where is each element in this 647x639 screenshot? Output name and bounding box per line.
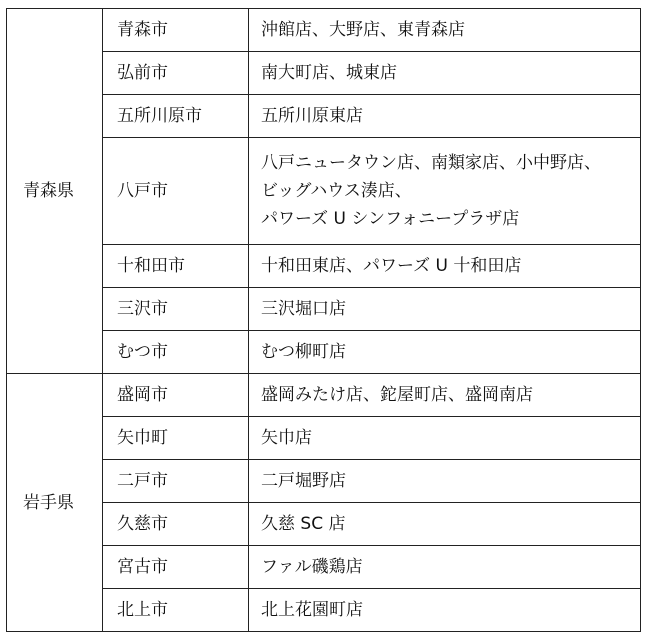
store-line: 矢巾店 bbox=[261, 428, 312, 448]
store-line: 南大町店、城東店 bbox=[261, 63, 397, 83]
stores-cell bbox=[249, 460, 641, 503]
table-row bbox=[7, 138, 641, 245]
table-row bbox=[7, 417, 641, 460]
prefecture-cell: 青森県 bbox=[7, 9, 103, 374]
store-line: 沖館店、大野店、東青森店 bbox=[261, 20, 465, 40]
prefecture-cell: 岩手県 bbox=[7, 374, 103, 632]
stores-cell bbox=[249, 9, 641, 52]
city-cell: 久慈市 bbox=[103, 503, 249, 546]
stores-cell bbox=[249, 503, 641, 546]
store-line: ビッグハウス湊店、 bbox=[261, 181, 412, 201]
city-cell: 北上市 bbox=[103, 589, 249, 632]
stores-cell bbox=[249, 288, 641, 331]
city-cell: 矢巾町 bbox=[103, 417, 249, 460]
store-line: 八戸ニュータウン店、南類家店、小中野店、 bbox=[261, 153, 601, 173]
store-line: 二戸堀野店 bbox=[261, 471, 346, 491]
store-line: 盛岡みたけ店、鉈屋町店、盛岡南店 bbox=[261, 385, 533, 405]
store-line: 三沢堀口店 bbox=[261, 299, 346, 319]
table-row bbox=[7, 331, 641, 374]
table-row bbox=[7, 9, 641, 52]
store-line: 五所川原東店 bbox=[261, 106, 363, 126]
store-line: 十和田東店、パワーズ U 十和田店 bbox=[261, 256, 522, 276]
stores-cell bbox=[249, 374, 641, 417]
table-row bbox=[7, 589, 641, 632]
city-cell: 弘前市 bbox=[103, 52, 249, 95]
table-row bbox=[7, 288, 641, 331]
city-cell: 八戸市 bbox=[103, 138, 249, 245]
store-line: パワーズ U シンフォニープラザ店 bbox=[261, 209, 520, 229]
table-row bbox=[7, 546, 641, 589]
table-row bbox=[7, 374, 641, 417]
city-cell: むつ市 bbox=[103, 331, 249, 374]
store-line: 北上花園町店 bbox=[261, 600, 363, 620]
store-list-table bbox=[6, 8, 641, 632]
stores-cell bbox=[249, 331, 641, 374]
city-cell: 五所川原市 bbox=[103, 95, 249, 138]
table-row bbox=[7, 245, 641, 288]
store-line: 久慈 SC 店 bbox=[261, 514, 346, 534]
city-cell: 三沢市 bbox=[103, 288, 249, 331]
table-row bbox=[7, 52, 641, 95]
city-cell: 盛岡市 bbox=[103, 374, 249, 417]
city-cell: 青森市 bbox=[103, 9, 249, 52]
store-line: むつ柳町店 bbox=[261, 342, 346, 362]
store-line: ファル磯鶏店 bbox=[261, 557, 363, 577]
stores-cell bbox=[249, 52, 641, 95]
stores-cell bbox=[249, 138, 641, 245]
city-cell: 二戸市 bbox=[103, 460, 249, 503]
city-cell: 宮古市 bbox=[103, 546, 249, 589]
stores-cell bbox=[249, 546, 641, 589]
stores-cell bbox=[249, 417, 641, 460]
table-row bbox=[7, 95, 641, 138]
city-cell: 十和田市 bbox=[103, 245, 249, 288]
table-row bbox=[7, 503, 641, 546]
stores-cell bbox=[249, 589, 641, 632]
table-row bbox=[7, 460, 641, 503]
stores-cell bbox=[249, 245, 641, 288]
stores-cell bbox=[249, 95, 641, 138]
